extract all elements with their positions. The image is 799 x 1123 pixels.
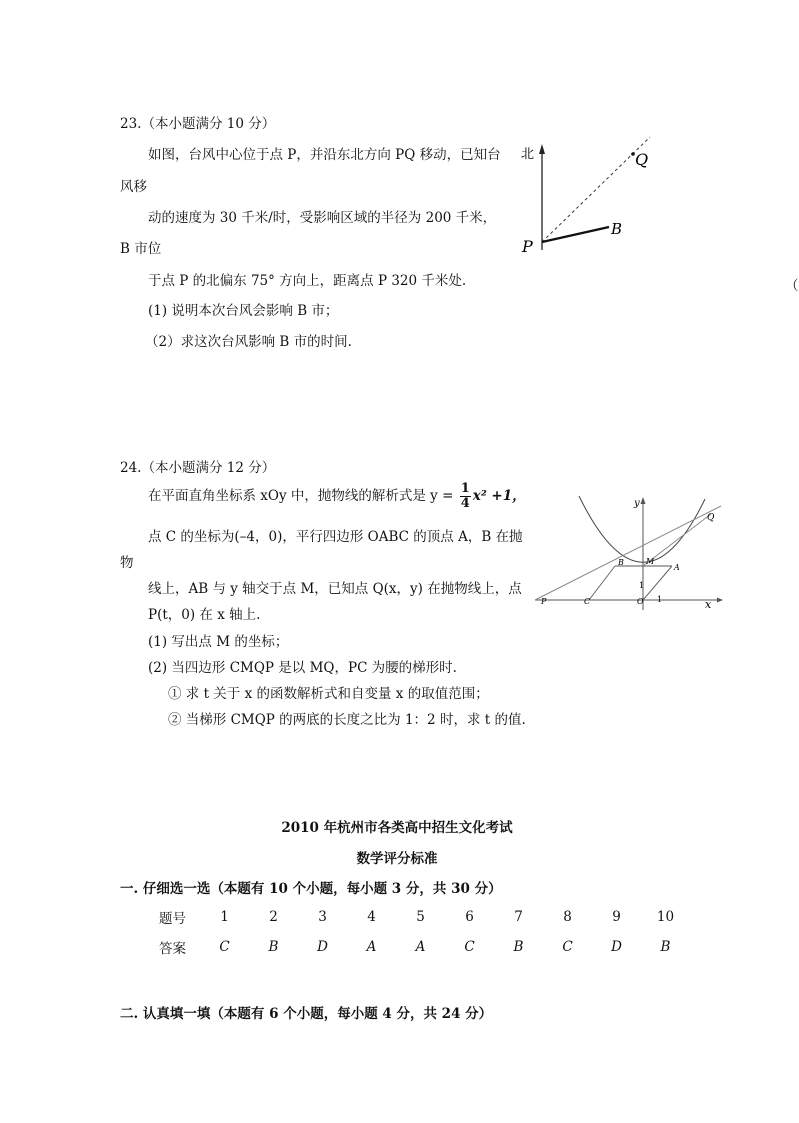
label-q: Q <box>707 513 715 523</box>
answer-choice: A <box>415 939 426 955</box>
label-m: M <box>646 557 655 566</box>
q23-sub1: (1) 说明本次台风会影响 B 市； <box>148 303 339 319</box>
q24-line3: 线上，AB 与 y 轴交于点 M，已知点 Q(x，y) 在抛物线上，点 <box>148 581 522 597</box>
q24-line1-text: 在平面直角坐标系 xOy 中，抛物线的解析式是 y = <box>148 488 454 504</box>
q23-line1-wrap: 风移 <box>120 179 147 195</box>
q23-header: 23.（本小题满分 10 分） <box>120 116 276 132</box>
q23-line2-wrap: B 市位 <box>120 241 162 257</box>
question-number: 10 <box>656 909 675 925</box>
answer-choice: D <box>317 939 328 955</box>
answer-choice: B <box>268 939 279 955</box>
answer-choice: B <box>660 939 671 955</box>
label-p: P <box>522 237 533 256</box>
q24-line2-wrap: 物 <box>120 555 134 571</box>
answer-choice: A <box>366 939 377 955</box>
q24-line4: P(t，0) 在 x 轴上. <box>148 607 261 623</box>
q24-line1 <box>148 482 526 511</box>
line-pq <box>535 506 721 600</box>
q23-line3: 于点 P 的北偏东 75° 方向上，距离点 P 320 千米处. <box>148 273 467 289</box>
label-c: C <box>584 597 591 606</box>
label-o: O <box>637 597 644 606</box>
q24-figure <box>533 492 728 614</box>
q24-sub2: (2) 当四边形 CMQP 是以 MQ，PC 为腰的梯形时. <box>148 660 457 676</box>
label-b: B <box>618 558 624 567</box>
q24-sub2b: ② 当梯形 CMQP 的两底的长度之比为 1：2 时，求 t 的值. <box>168 712 526 728</box>
segment-pb <box>542 227 609 242</box>
label-q: Q <box>635 150 649 169</box>
question-number: 2 <box>269 909 278 925</box>
q24-sub2a: ① 求 t 关于 x 的函数解析式和自变量 x 的取值范围； <box>168 686 489 702</box>
north-label: 北 <box>521 147 535 162</box>
section-2-heading: 二. 认真填一填（本题有 6 个小题，每小题 4 分，共 24 分） <box>120 1006 493 1022</box>
x-axis-arrow-icon <box>717 598 723 603</box>
answer-label: 答案 <box>159 941 186 957</box>
answer-row <box>145 932 690 962</box>
label-one-x: 1 <box>657 595 663 604</box>
parabola-curve <box>579 496 705 562</box>
fraction-one-quarter <box>460 482 471 511</box>
q24-sub1: (1) 写出点 M 的坐标； <box>148 634 289 650</box>
answer-choice: C <box>464 939 475 955</box>
question-number: 8 <box>563 909 572 925</box>
label-one-y: 1 <box>639 581 645 590</box>
margin-mark: （ <box>785 278 799 294</box>
label-x: x <box>705 598 712 611</box>
answer-subtitle: 数学评分标准 <box>356 851 438 867</box>
question-number: 6 <box>465 909 474 925</box>
answer-choice: C <box>562 939 573 955</box>
q23-line1: 如图，台风中心位于点 P，并沿东北方向 PQ 移动，已知台 <box>148 147 501 163</box>
label-a: A <box>674 563 680 572</box>
fraction-numerator: 1 <box>460 481 470 496</box>
question-number: 3 <box>318 909 327 925</box>
label-b: B <box>611 220 623 238</box>
north-arrow-icon <box>539 144 545 154</box>
question-number-row <box>145 902 690 932</box>
y-axis-arrow-icon <box>641 497 646 504</box>
answer-title: 2010 年杭州市各类高中招生文化考试 <box>281 820 513 836</box>
q23-sub2: （2）求这次台风影响 B 市的时间. <box>145 334 352 350</box>
q23-line2: 动的速度为 30 千米/时，受影响区域的半径为 200 千米， <box>148 210 497 226</box>
question-number: 4 <box>367 909 376 925</box>
q23-figure <box>515 130 675 260</box>
fraction-denominator: 4 <box>460 496 470 511</box>
question-number: 5 <box>416 909 425 925</box>
section-1-heading: 一. 仔细选一选（本题有 10 个小题，每小题 3 分，共 30 分） <box>120 881 502 897</box>
question-number: 7 <box>514 909 523 925</box>
answer-table <box>145 902 690 962</box>
label-p: P <box>541 597 547 606</box>
question-number: 1 <box>220 909 229 925</box>
answer-choice: B <box>513 939 524 955</box>
q24-line1-expr: x² +1， <box>472 488 526 504</box>
q24-header: 24.（本小题满分 12 分） <box>120 460 276 476</box>
answer-choice: C <box>219 939 230 955</box>
question-number-label: 题号 <box>159 911 186 927</box>
answer-choice: D <box>611 939 622 955</box>
question-number: 9 <box>612 909 621 925</box>
label-y: y <box>634 498 640 509</box>
q24-line2: 点 C 的坐标为(–4，0)，平行四边形 OABC 的顶点 A，B 在抛 <box>148 529 523 545</box>
